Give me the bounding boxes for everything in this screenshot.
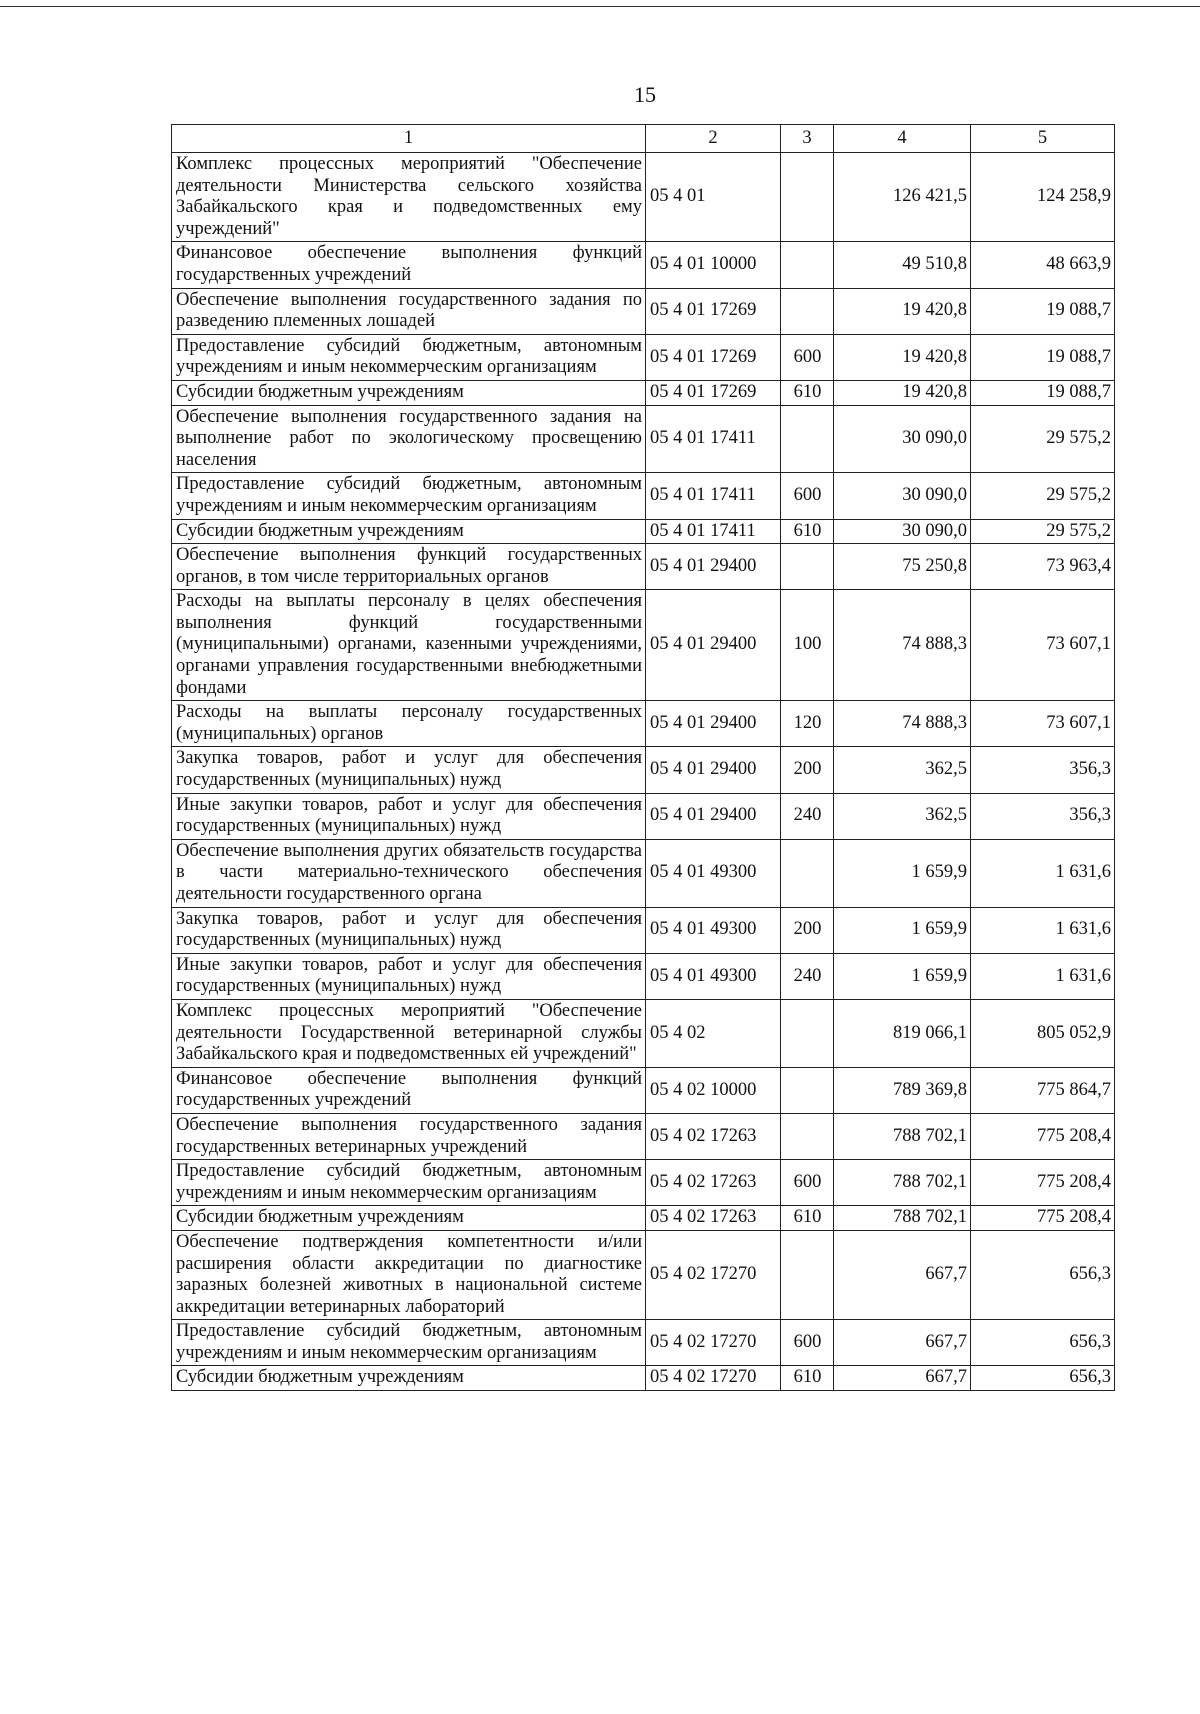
row-type: [781, 544, 834, 590]
row-value-1: 75 250,8: [834, 544, 971, 590]
row-value-1: 1 659,9: [834, 907, 971, 953]
row-code: 05 4 01 17411: [646, 405, 781, 473]
table-row: [172, 1366, 1115, 1391]
row-code: 05 4 01 49300: [646, 953, 781, 999]
row-value-2: 656,3: [971, 1366, 1115, 1391]
row-value-1: 19 420,8: [834, 334, 971, 380]
row-type: 200: [781, 747, 834, 793]
row-code: 05 4 02 17270: [646, 1230, 781, 1319]
row-code: 05 4 01 29400: [646, 590, 781, 701]
row-type: [781, 242, 834, 288]
row-name: Закупка товаров, работ и услуг для обеспечения государственных (муниципальных) нужд: [172, 747, 646, 793]
row-type: [781, 1230, 834, 1319]
top-border-line: [0, 6, 1200, 7]
row-type: [781, 1067, 834, 1113]
row-type: 240: [781, 953, 834, 999]
row-value-1: 362,5: [834, 793, 971, 839]
row-code: 05 4 01 29400: [646, 701, 781, 747]
row-code: 05 4 01 17411: [646, 473, 781, 519]
row-name: Комплекс процессных мероприятий "Обеспечение деятельности Министерства сельского хозяйства Забайкальского края и подведомственных ему учреждений": [172, 153, 646, 242]
row-type: 100: [781, 590, 834, 701]
row-code: 05 4 01 17269: [646, 380, 781, 405]
row-value-2: 19 088,7: [971, 334, 1115, 380]
row-value-1: 667,7: [834, 1320, 971, 1366]
table-row: [172, 544, 1115, 590]
row-name: Расходы на выплаты персоналу государственных (муниципальных) органов: [172, 701, 646, 747]
row-type: 600: [781, 334, 834, 380]
row-code: 05 4 02 10000: [646, 1067, 781, 1113]
row-value-2: 1 631,6: [971, 907, 1115, 953]
row-name: Обеспечение выполнения государственного задания по разведению племенных лошадей: [172, 288, 646, 334]
row-code: 05 4 01 49300: [646, 907, 781, 953]
row-name: Закупка товаров, работ и услуг для обеспечения государственных (муниципальных) нужд: [172, 907, 646, 953]
row-code: 05 4 02 17263: [646, 1160, 781, 1206]
row-name: Комплекс процессных мероприятий "Обеспечение деятельности Государственной ветеринарной службы Забайкальского края и подведомственных ей учреждений": [172, 999, 646, 1067]
row-value-1: 667,7: [834, 1366, 971, 1391]
row-value-1: 74 888,3: [834, 701, 971, 747]
row-name: Финансовое обеспечение выполнения функций государственных учреждений: [172, 1067, 646, 1113]
row-value-2: 124 258,9: [971, 153, 1115, 242]
row-value-1: 788 702,1: [834, 1113, 971, 1159]
row-value-2: 29 575,2: [971, 405, 1115, 473]
row-name: Предоставление субсидий бюджетным, автономным учреждениям и иным некоммерческим организациям: [172, 473, 646, 519]
row-value-1: 49 510,8: [834, 242, 971, 288]
row-type: [781, 405, 834, 473]
row-code: 05 4 01 29400: [646, 793, 781, 839]
row-value-1: 19 420,8: [834, 380, 971, 405]
row-type: [781, 153, 834, 242]
page-number: 15: [634, 82, 656, 107]
table-row: [172, 153, 1115, 242]
row-type: 610: [781, 1366, 834, 1391]
row-value-2: 656,3: [971, 1230, 1115, 1319]
row-type: 600: [781, 1320, 834, 1366]
column-header-3: 3: [781, 125, 834, 153]
table-row: [172, 1067, 1115, 1113]
row-value-2: 73 607,1: [971, 701, 1115, 747]
column-header-5: 5: [971, 125, 1115, 153]
row-value-2: 29 575,2: [971, 519, 1115, 544]
table-row: [172, 242, 1115, 288]
row-code: 05 4 01 17411: [646, 519, 781, 544]
table-row: [172, 1230, 1115, 1319]
row-value-2: 775 208,4: [971, 1113, 1115, 1159]
row-value-1: 788 702,1: [834, 1160, 971, 1206]
row-type: [781, 288, 834, 334]
row-value-1: 30 090,0: [834, 405, 971, 473]
row-type: [781, 839, 834, 907]
row-value-1: 1 659,9: [834, 839, 971, 907]
row-name: Предоставление субсидий бюджетным, автономным учреждениям и иным некоммерческим организациям: [172, 334, 646, 380]
budget-table: [171, 124, 1115, 1391]
row-value-2: 775 864,7: [971, 1067, 1115, 1113]
row-value-1: 30 090,0: [834, 519, 971, 544]
column-header-1: 1: [172, 125, 646, 153]
row-type: 610: [781, 519, 834, 544]
row-code: 05 4 01: [646, 153, 781, 242]
table-row: [172, 473, 1115, 519]
table-row: [172, 405, 1115, 473]
row-value-1: 362,5: [834, 747, 971, 793]
row-name: Обеспечение выполнения функций государственных органов, в том числе территориальных органов: [172, 544, 646, 590]
row-name: Иные закупки товаров, работ и услуг для обеспечения государственных (муниципальных) нужд: [172, 793, 646, 839]
row-value-1: 667,7: [834, 1230, 971, 1319]
row-value-1: 789 369,8: [834, 1067, 971, 1113]
table-row: [172, 380, 1115, 405]
row-value-1: 1 659,9: [834, 953, 971, 999]
row-code: 05 4 02 17263: [646, 1206, 781, 1231]
row-name: Обеспечение выполнения государственного задания государственных ветеринарных учреждений: [172, 1113, 646, 1159]
row-value-2: 356,3: [971, 747, 1115, 793]
table-row: [172, 1320, 1115, 1366]
row-name: Расходы на выплаты персоналу в целях обеспечения выполнения функций государственными (муниципальными) органами, казенными учреждениями, органами управления государственными внебюджетными фондами: [172, 590, 646, 701]
row-name: Иные закупки товаров, работ и услуг для обеспечения государственных (муниципальных) нужд: [172, 953, 646, 999]
row-code: 05 4 02 17270: [646, 1320, 781, 1366]
row-type: 240: [781, 793, 834, 839]
table-row: [172, 288, 1115, 334]
row-value-2: 19 088,7: [971, 288, 1115, 334]
row-value-2: 805 052,9: [971, 999, 1115, 1067]
table-row: [172, 839, 1115, 907]
row-value-2: 48 663,9: [971, 242, 1115, 288]
row-code: 05 4 01 49300: [646, 839, 781, 907]
table-row: [172, 1113, 1115, 1159]
row-name: Субсидии бюджетным учреждениям: [172, 380, 646, 405]
row-value-1: 126 421,5: [834, 153, 971, 242]
row-value-2: 73 963,4: [971, 544, 1115, 590]
row-value-1: 788 702,1: [834, 1206, 971, 1231]
table-row: [172, 953, 1115, 999]
row-name: Обеспечение выполнения других обязательств государства в части материально-технического обеспечения деятельности государственного органа: [172, 839, 646, 907]
table-row: [172, 1206, 1115, 1231]
row-code: 05 4 01 29400: [646, 544, 781, 590]
row-value-2: 656,3: [971, 1320, 1115, 1366]
table-row: [172, 519, 1115, 544]
table-row: [172, 590, 1115, 701]
table-row: [172, 701, 1115, 747]
table-row: [172, 793, 1115, 839]
row-code: 05 4 01 17269: [646, 334, 781, 380]
table-row: [172, 1160, 1115, 1206]
row-type: 200: [781, 907, 834, 953]
header-row: [172, 125, 1115, 153]
column-header-4: 4: [834, 125, 971, 153]
row-type: 120: [781, 701, 834, 747]
row-value-2: 775 208,4: [971, 1206, 1115, 1231]
row-value-1: 19 420,8: [834, 288, 971, 334]
row-value-1: 819 066,1: [834, 999, 971, 1067]
row-type: 610: [781, 1206, 834, 1231]
table-row: [172, 747, 1115, 793]
table-row: [172, 907, 1115, 953]
row-code: 05 4 01 29400: [646, 747, 781, 793]
row-code: 05 4 01 17269: [646, 288, 781, 334]
row-type: [781, 999, 834, 1067]
row-code: 05 4 02: [646, 999, 781, 1067]
row-name: Финансовое обеспечение выполнения функций государственных учреждений: [172, 242, 646, 288]
row-value-2: 73 607,1: [971, 590, 1115, 701]
row-value-2: 775 208,4: [971, 1160, 1115, 1206]
row-value-1: 30 090,0: [834, 473, 971, 519]
row-value-2: 356,3: [971, 793, 1115, 839]
row-value-2: 29 575,2: [971, 473, 1115, 519]
row-value-1: 74 888,3: [834, 590, 971, 701]
row-name: Субсидии бюджетным учреждениям: [172, 1366, 646, 1391]
row-code: 05 4 02 17270: [646, 1366, 781, 1391]
row-value-2: 1 631,6: [971, 839, 1115, 907]
row-name: Субсидии бюджетным учреждениям: [172, 519, 646, 544]
row-code: 05 4 02 17263: [646, 1113, 781, 1159]
table-row: [172, 999, 1115, 1067]
row-name: Субсидии бюджетным учреждениям: [172, 1206, 646, 1231]
row-type: 600: [781, 1160, 834, 1206]
row-type: [781, 1113, 834, 1159]
column-header-2: 2: [646, 125, 781, 153]
row-name: Предоставление субсидий бюджетным, автономным учреждениям и иным некоммерческим организациям: [172, 1320, 646, 1366]
table-row: [172, 334, 1115, 380]
row-type: 610: [781, 380, 834, 405]
row-name: Предоставление субсидий бюджетным, автономным учреждениям и иным некоммерческим организациям: [172, 1160, 646, 1206]
row-code: 05 4 01 10000: [646, 242, 781, 288]
row-value-2: 1 631,6: [971, 953, 1115, 999]
row-name: Обеспечение подтверждения компетентности и/или расширения области аккредитации по диагностике заразных болезней животных в национальной системе аккредитации ветеринарных лабораторий: [172, 1230, 646, 1319]
row-type: 600: [781, 473, 834, 519]
row-name: Обеспечение выполнения государственного задания на выполнение работ по экологическому просвещению населения: [172, 405, 646, 473]
row-value-2: 19 088,7: [971, 380, 1115, 405]
